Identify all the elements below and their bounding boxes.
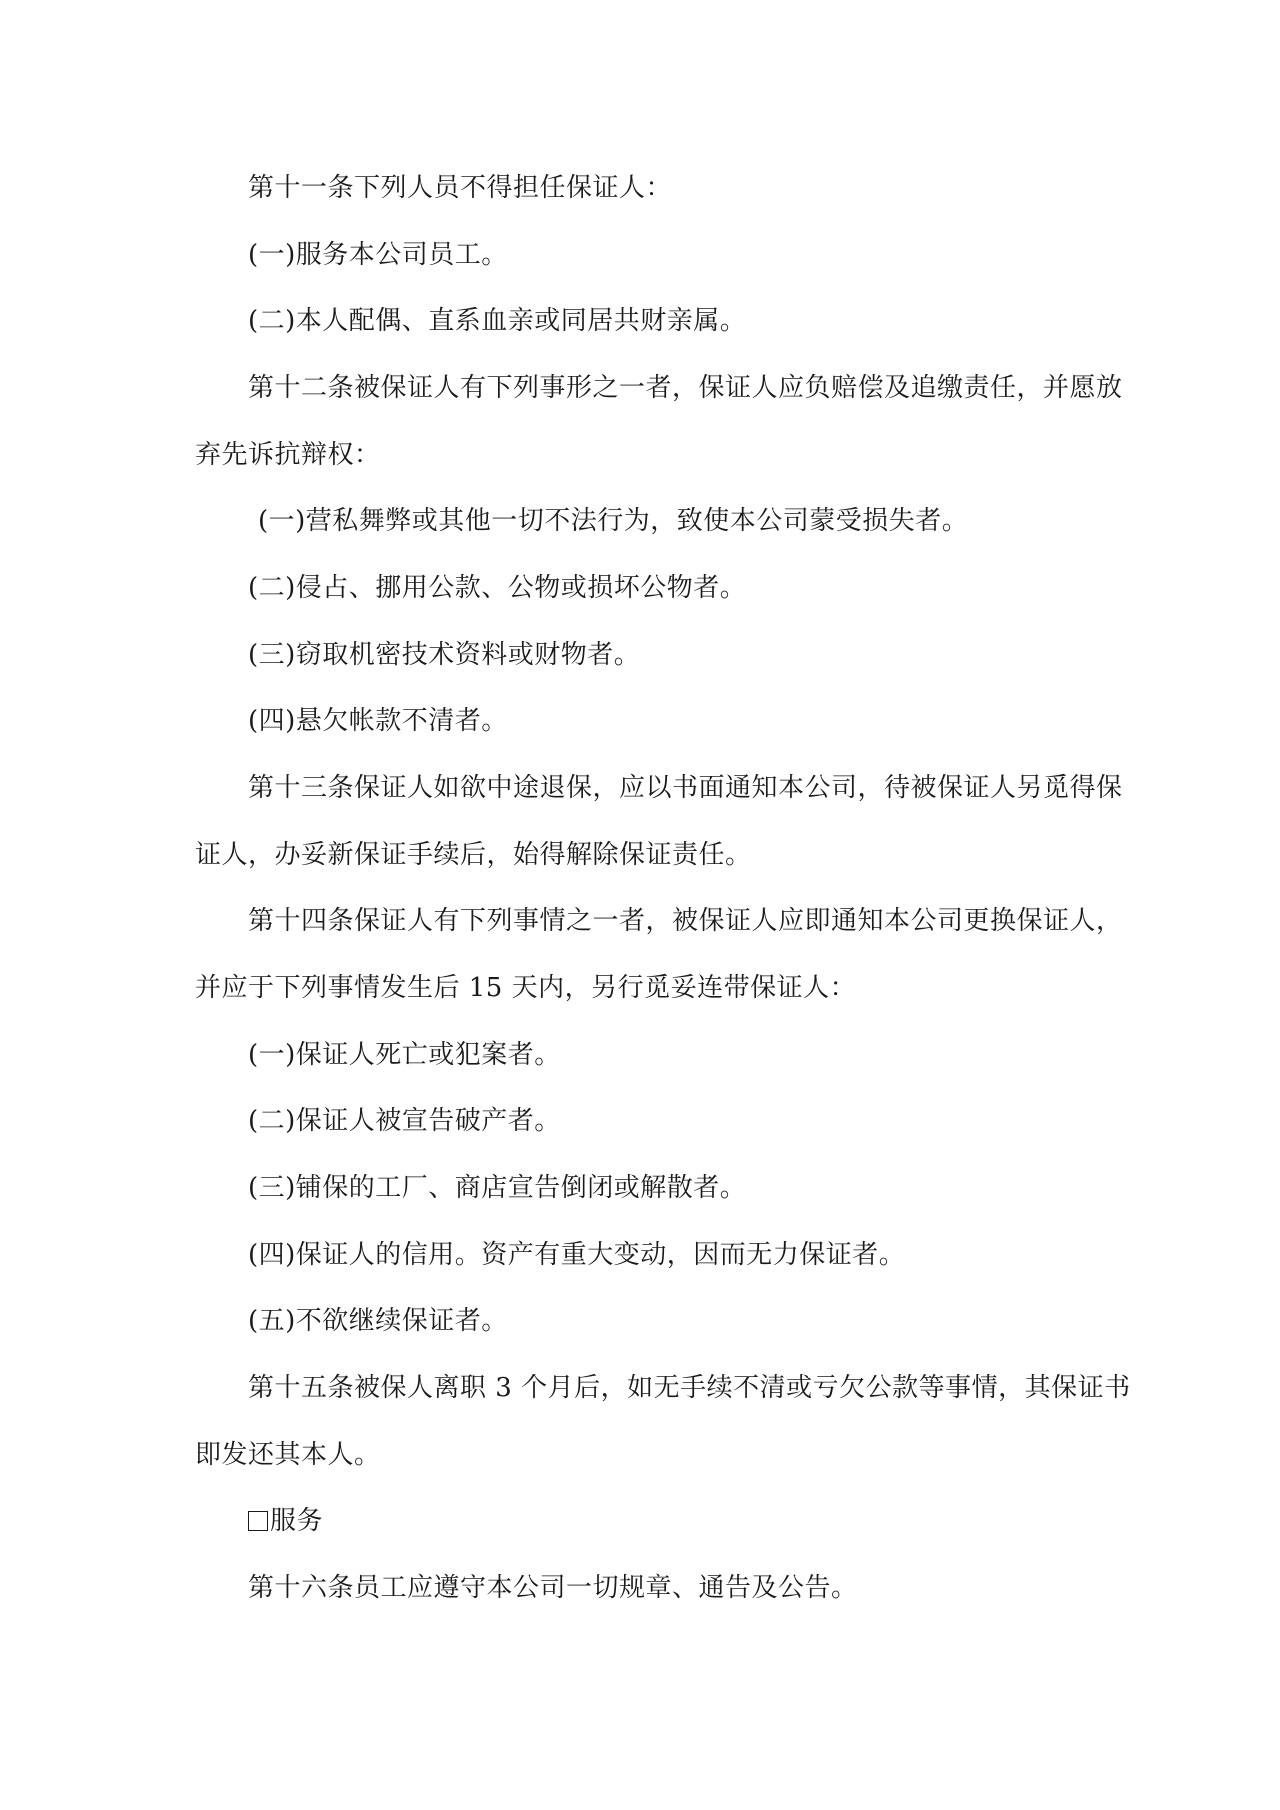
article-14-item-4: (四)保证人的信用。资产有重大变动，因而无力保证者。	[248, 1240, 906, 1270]
article-14-item-5: (五)不欲继续保证者。	[248, 1306, 508, 1336]
article-11-item-2: (二)本人配偶、直系血亲或同居共财亲属。	[248, 306, 747, 336]
article-14-item-2: (二)保证人被宣告破产者。	[248, 1106, 561, 1136]
article-14-item-1: (一)保证人死亡或犯案者。	[248, 1040, 561, 1070]
article-13-line-2: 证人，办妥新保证手续后，始得解除保证责任。	[195, 840, 752, 870]
article-12-item-1: (一)营私舞弊或其他一切不法行为，致使本公司蒙受损失者。	[258, 506, 969, 536]
article-14-line-2: 并应于下列事情发生后 15 天内，另行觅妥连带保证人：	[195, 973, 857, 1003]
checkbox-square-icon	[248, 1511, 268, 1531]
article-12-item-2: (二)侵占、挪用公款、公物或损坏公物者。	[248, 573, 747, 603]
article-11-item-1: (一)服务本公司员工。	[248, 240, 508, 270]
article-14-line-1: 第十四条保证人有下列事情之一者，被保证人应即通知本公司更换保证人，	[248, 906, 1123, 936]
article-12-line-2: 弃先诉抗辩权：	[195, 440, 381, 470]
article-12-item-4: (四)悬欠帐款不清者。	[248, 706, 508, 736]
article-11-heading: 第十一条下列人员不得担任保证人：	[248, 173, 673, 203]
section-heading-service	[248, 1503, 1148, 1539]
article-14-item-3: (三)铺保的工厂、商店宣告倒闭或解散者。	[248, 1173, 747, 1203]
article-16-line-1: 第十六条员工应遵守本公司一切规章、通告及公告。	[248, 1573, 858, 1603]
article-15-line-2: 即发还其本人。	[195, 1440, 381, 1470]
article-12-item-3: (三)窃取机密技术资料或财物者。	[248, 640, 641, 670]
section-heading-text: 服务	[270, 1506, 324, 1536]
article-15-line-1: 第十五条被保人离职 3 个月后，如无手续不清或亏欠公款等事情，其保证书	[248, 1373, 1131, 1403]
article-13-line-1: 第十三条保证人如欲中途退保，应以书面通知本公司，待被保证人另觅得保	[248, 773, 1123, 803]
article-12-line-1: 第十二条被保证人有下列事形之一者，保证人应负赔偿及追缴责任，并愿放	[248, 373, 1123, 403]
